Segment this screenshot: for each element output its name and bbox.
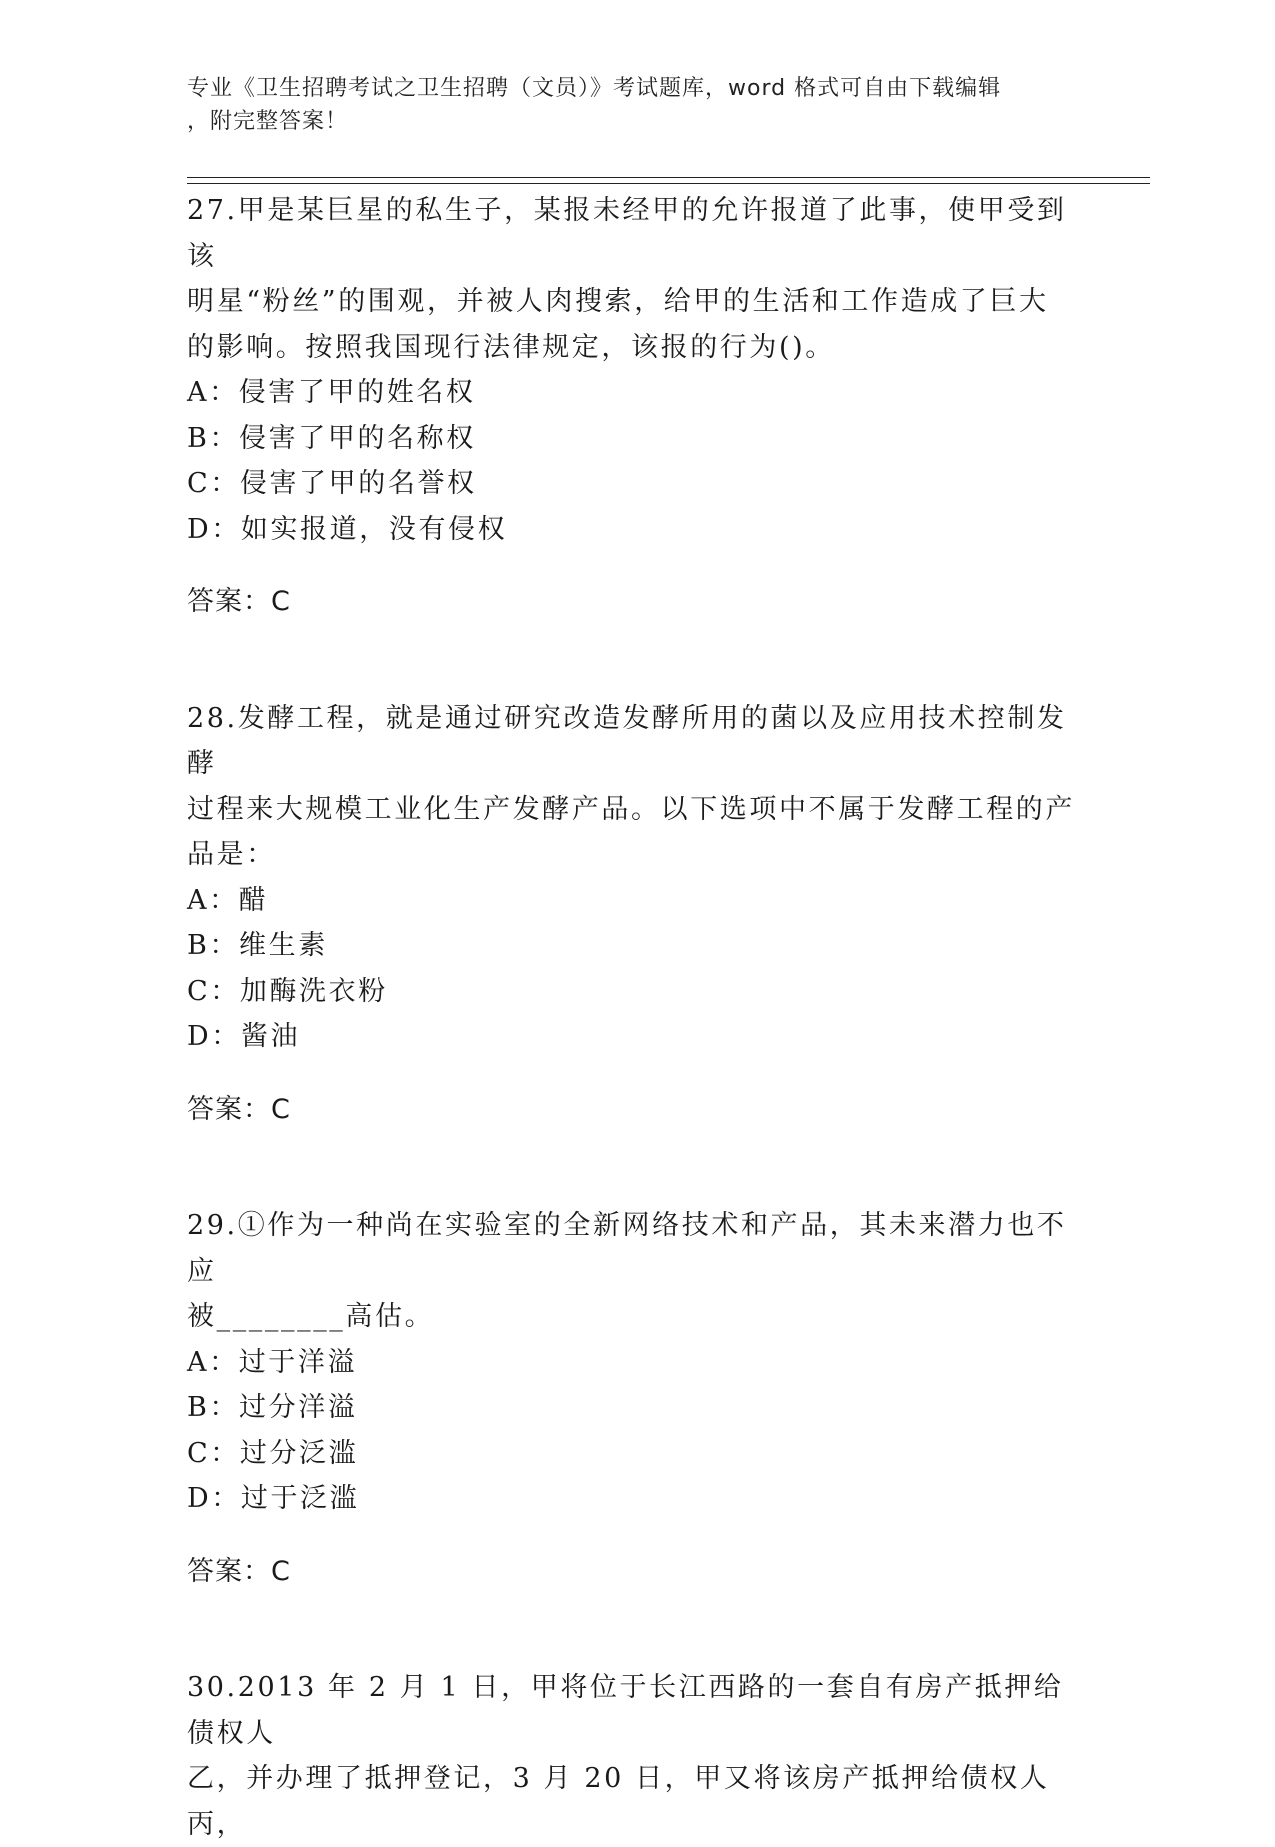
header-divider-top [187, 177, 1150, 178]
option-a: A：醋 [187, 884, 269, 916]
question-spacer [187, 1159, 1087, 1203]
question-stem-line: 明星“粉丝”的围观，并被人肉搜索，给甲的生活和工作造成了巨大 [187, 286, 1049, 317]
question-stem-line: 27.甲是某巨星的私生子，某报未经甲的允许报道了此事，使甲受到该 [187, 195, 1067, 272]
option-a: A：过于洋溢 [187, 1346, 358, 1378]
option-d: D：酱油 [187, 1021, 301, 1052]
answer-line: 答案：C [187, 586, 291, 617]
option-b: B：侵害了甲的名称权 [187, 422, 476, 454]
header-line-2: ，附完整答案！ [187, 109, 349, 134]
option-c: C：过分泛滥 [187, 1437, 359, 1469]
question-stem-line: 28.发酵工程，就是通过研究改造发酵所用的菌以及应用技术控制发酵 [187, 702, 1067, 779]
question-30 [187, 1665, 1087, 1847]
question-stem-line: 品是： [187, 839, 276, 870]
document-header [187, 72, 1067, 138]
question-stem-line: 过程来大规模工业化生产发酵产品。以下选项中不属于发酵工程的产 [187, 793, 1075, 825]
question-stem-line: 29.①作为一种尚在实验室的全新网络技术和产品，其未来潜力也不应 [187, 1210, 1067, 1287]
question-list [187, 188, 1087, 1847]
question-stem-line: 乙，并办理了抵押登记，3 月 20 日，甲又将该房产抵押给债权人丙， [187, 1763, 1050, 1840]
option-c: C：加酶洗衣粉 [187, 975, 388, 1007]
question-stem-line: 30.2013 年 2 月 1 日，甲将位于长江西路的一套自有房产抵押给债权人 [187, 1672, 1064, 1749]
question-29 [187, 1203, 1087, 1594]
answer-line: 答案：C [187, 1093, 291, 1125]
question-spacer [187, 1621, 1087, 1665]
header-line-1: 专业《卫生招聘考试之卫生招聘（文员）》考试题库，word 格式可自由下载编辑 [187, 76, 1002, 101]
option-b: B：过分洋溢 [187, 1392, 358, 1423]
answer-line: 答案：C [187, 1555, 291, 1587]
question-spacer [187, 652, 1087, 696]
option-b: B：维生素 [187, 930, 328, 961]
option-d: D：如实报道，没有侵权 [187, 513, 508, 545]
question-stem-line: 被________高估。 [187, 1301, 435, 1332]
option-d: D：过于泛滥 [187, 1483, 360, 1514]
question-28 [187, 696, 1087, 1133]
question-stem-line: 的影响。按照我国现行法律规定，该报的行为()。 [187, 331, 835, 363]
option-a: A：侵害了甲的姓名权 [187, 377, 476, 408]
header-divider-bottom [187, 183, 1150, 184]
question-27 [187, 188, 1087, 625]
option-c: C：侵害了甲的名誉权 [187, 468, 477, 499]
